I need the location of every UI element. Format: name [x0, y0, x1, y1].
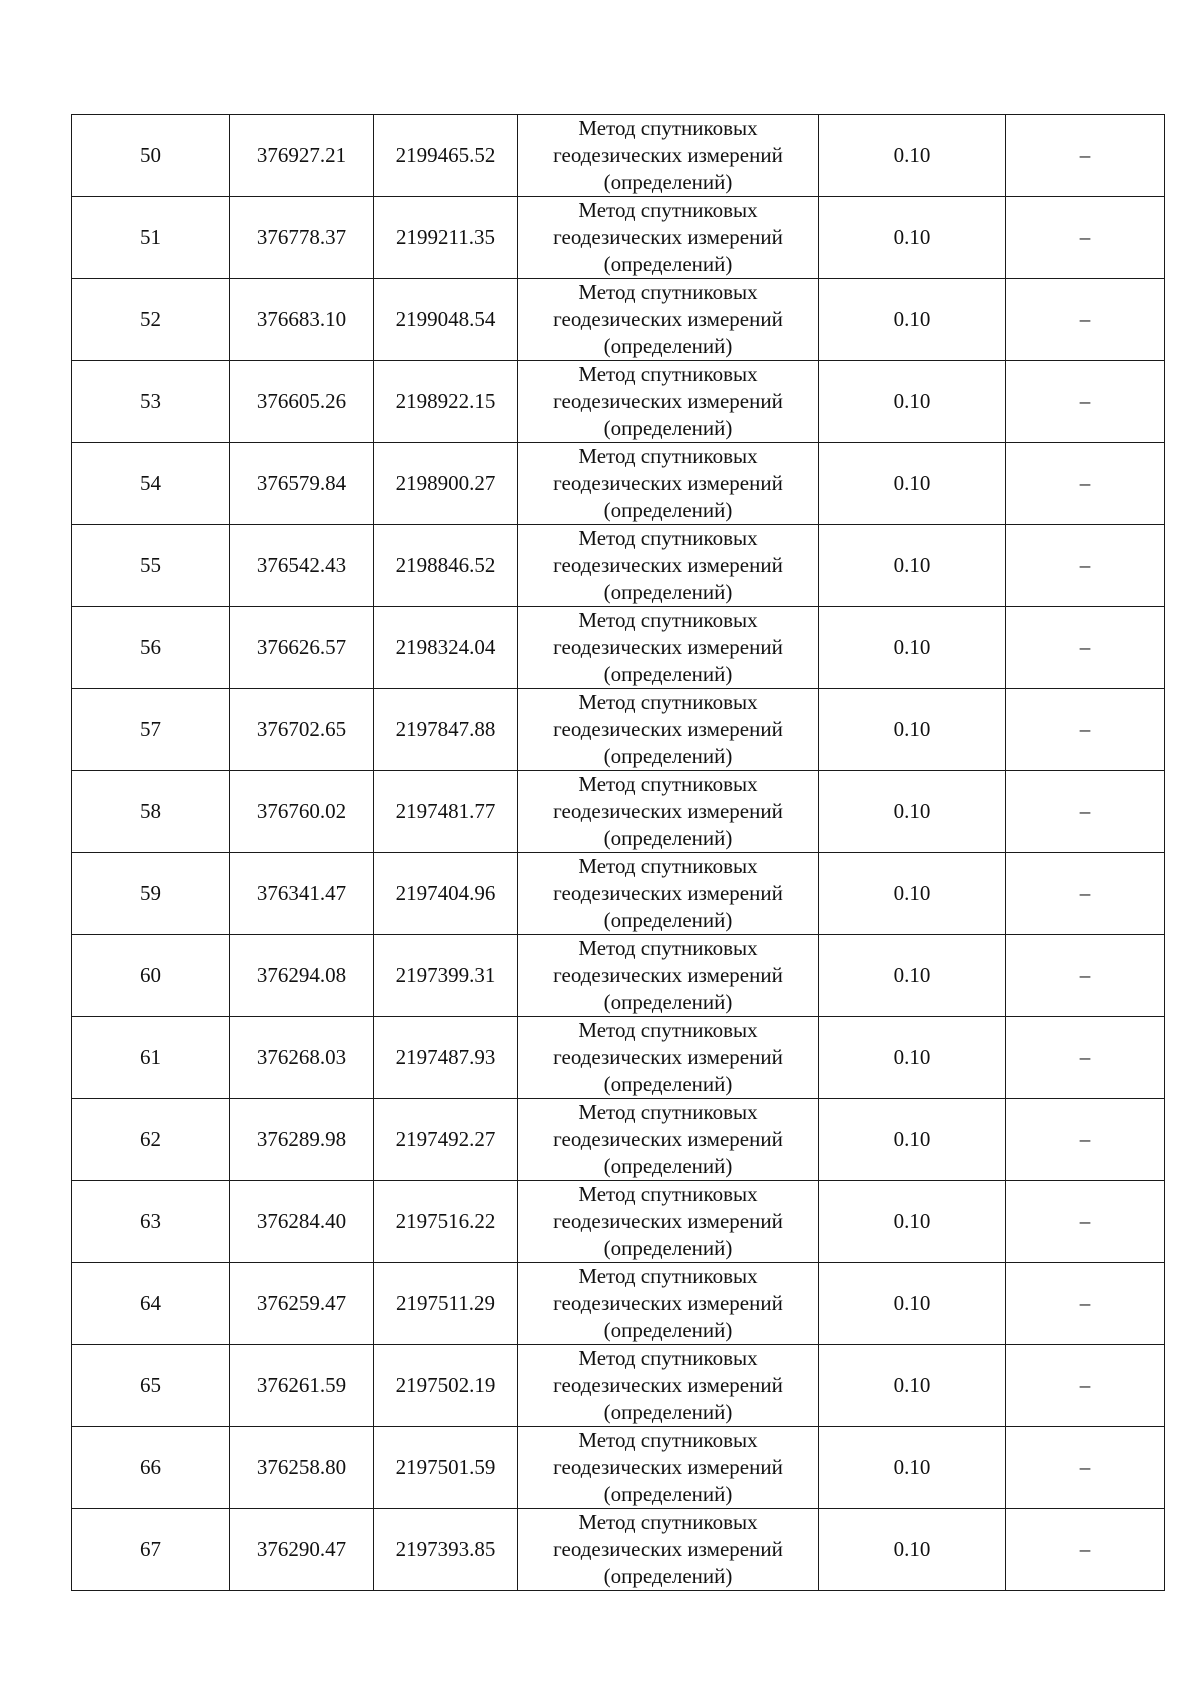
point-number-cell: 63 — [72, 1181, 230, 1263]
method-text-line: Метод спутниковых — [578, 936, 758, 960]
method-text-line: (определений) — [603, 498, 733, 522]
x-coordinate-cell: 376579.84 — [230, 443, 374, 525]
y-coordinate-cell: 2197487.93 — [374, 1017, 518, 1099]
x-coordinate-cell: 376290.47 — [230, 1509, 374, 1591]
method-text-line: (определений) — [603, 744, 733, 768]
coordinates-table — [71, 114, 1165, 1591]
point-number-cell: 64 — [72, 1263, 230, 1345]
y-coordinate-cell: 2198846.52 — [374, 525, 518, 607]
x-coordinate-cell: 376284.40 — [230, 1181, 374, 1263]
method-text-line: Метод спутниковых — [578, 1182, 758, 1206]
y-coordinate-cell: 2197399.31 — [374, 935, 518, 1017]
x-coordinate-cell: 376268.03 — [230, 1017, 374, 1099]
method-text-line: Метод спутниковых — [578, 690, 758, 714]
method-text-line: (определений) — [603, 662, 733, 686]
method-text-line: геодезических измерений — [553, 799, 783, 823]
method-text-line: (определений) — [603, 990, 733, 1014]
table-row — [72, 1427, 1165, 1509]
method-cell — [518, 607, 819, 689]
point-number-cell: 56 — [72, 607, 230, 689]
table-row — [72, 1099, 1165, 1181]
note-cell: – — [1006, 197, 1165, 279]
point-number-cell: 53 — [72, 361, 230, 443]
point-number-cell: 65 — [72, 1345, 230, 1427]
x-coordinate-cell: 376702.65 — [230, 689, 374, 771]
table-row — [72, 607, 1165, 689]
accuracy-cell: 0.10 — [819, 525, 1006, 607]
point-number-cell: 50 — [72, 115, 230, 197]
method-text-line: (определений) — [603, 1318, 733, 1342]
x-coordinate-cell: 376341.47 — [230, 853, 374, 935]
note-cell: – — [1006, 279, 1165, 361]
method-text-line: Метод спутниковых — [578, 526, 758, 550]
table-row — [72, 1181, 1165, 1263]
accuracy-cell: 0.10 — [819, 1017, 1006, 1099]
accuracy-cell: 0.10 — [819, 1181, 1006, 1263]
accuracy-cell: 0.10 — [819, 443, 1006, 525]
x-coordinate-cell: 376760.02 — [230, 771, 374, 853]
point-number-cell: 57 — [72, 689, 230, 771]
accuracy-cell: 0.10 — [819, 1427, 1006, 1509]
method-text-line: Метод спутниковых — [578, 280, 758, 304]
method-cell — [518, 197, 819, 279]
point-number-cell: 60 — [72, 935, 230, 1017]
accuracy-cell: 0.10 — [819, 1509, 1006, 1591]
y-coordinate-cell: 2197511.29 — [374, 1263, 518, 1345]
accuracy-cell: 0.10 — [819, 853, 1006, 935]
method-text-line: (определений) — [603, 252, 733, 276]
note-cell: – — [1006, 525, 1165, 607]
table-row — [72, 853, 1165, 935]
method-text-line: геодезических измерений — [553, 881, 783, 905]
point-number-cell: 59 — [72, 853, 230, 935]
accuracy-cell: 0.10 — [819, 771, 1006, 853]
note-cell: – — [1006, 1181, 1165, 1263]
method-text-line: (определений) — [603, 1564, 733, 1588]
table-row — [72, 361, 1165, 443]
method-text-line: (определений) — [603, 334, 733, 358]
method-cell — [518, 1509, 819, 1591]
method-text-line: геодезических измерений — [553, 225, 783, 249]
method-cell — [518, 1181, 819, 1263]
y-coordinate-cell: 2199465.52 — [374, 115, 518, 197]
method-text-line: (определений) — [603, 416, 733, 440]
method-cell — [518, 443, 819, 525]
method-text-line: геодезических измерений — [553, 717, 783, 741]
note-cell: – — [1006, 1263, 1165, 1345]
accuracy-cell: 0.10 — [819, 361, 1006, 443]
note-cell: – — [1006, 1017, 1165, 1099]
point-number-cell: 62 — [72, 1099, 230, 1181]
x-coordinate-cell: 376289.98 — [230, 1099, 374, 1181]
method-text-line: (определений) — [603, 1072, 733, 1096]
note-cell: – — [1006, 689, 1165, 771]
method-text-line: геодезических измерений — [553, 307, 783, 331]
note-cell: – — [1006, 771, 1165, 853]
accuracy-cell: 0.10 — [819, 607, 1006, 689]
table-row — [72, 689, 1165, 771]
y-coordinate-cell: 2197847.88 — [374, 689, 518, 771]
point-number-cell: 58 — [72, 771, 230, 853]
table-row — [72, 279, 1165, 361]
method-text-line: геодезических измерений — [553, 143, 783, 167]
method-cell — [518, 1427, 819, 1509]
method-text-line: геодезических измерений — [553, 1537, 783, 1561]
accuracy-cell: 0.10 — [819, 1263, 1006, 1345]
method-text-line: геодезических измерений — [553, 389, 783, 413]
note-cell: – — [1006, 1509, 1165, 1591]
table-row — [72, 1263, 1165, 1345]
y-coordinate-cell: 2198900.27 — [374, 443, 518, 525]
method-cell — [518, 1263, 819, 1345]
y-coordinate-cell: 2198324.04 — [374, 607, 518, 689]
accuracy-cell: 0.10 — [819, 1345, 1006, 1427]
x-coordinate-cell: 376778.37 — [230, 197, 374, 279]
method-text-line: (определений) — [603, 908, 733, 932]
method-cell — [518, 279, 819, 361]
method-text-line: Метод спутниковых — [578, 1264, 758, 1288]
method-cell — [518, 525, 819, 607]
point-number-cell: 67 — [72, 1509, 230, 1591]
method-text-line: Метод спутниковых — [578, 772, 758, 796]
point-number-cell: 51 — [72, 197, 230, 279]
method-text-line: геодезических измерений — [553, 1127, 783, 1151]
accuracy-cell: 0.10 — [819, 935, 1006, 1017]
coordinates-table-body — [72, 115, 1165, 1591]
method-text-line: Метод спутниковых — [578, 198, 758, 222]
method-text-line: Метод спутниковых — [578, 608, 758, 632]
method-text-line: (определений) — [603, 1236, 733, 1260]
method-cell — [518, 1345, 819, 1427]
x-coordinate-cell: 376683.10 — [230, 279, 374, 361]
note-cell: – — [1006, 361, 1165, 443]
point-number-cell: 52 — [72, 279, 230, 361]
method-cell — [518, 361, 819, 443]
table-row — [72, 1345, 1165, 1427]
method-text-line: геодезических измерений — [553, 1291, 783, 1315]
method-text-line: геодезических измерений — [553, 1373, 783, 1397]
method-text-line: (определений) — [603, 826, 733, 850]
point-number-cell: 55 — [72, 525, 230, 607]
method-text-line: (определений) — [603, 1482, 733, 1506]
table-row — [72, 197, 1165, 279]
method-text-line: Метод спутниковых — [578, 362, 758, 386]
note-cell: – — [1006, 115, 1165, 197]
y-coordinate-cell: 2197501.59 — [374, 1427, 518, 1509]
note-cell: – — [1006, 1427, 1165, 1509]
method-cell — [518, 1099, 819, 1181]
method-text-line: геодезических измерений — [553, 635, 783, 659]
x-coordinate-cell: 376626.57 — [230, 607, 374, 689]
y-coordinate-cell: 2199048.54 — [374, 279, 518, 361]
accuracy-cell: 0.10 — [819, 1099, 1006, 1181]
method-text-line: геодезических измерений — [553, 471, 783, 495]
method-text-line: Метод спутниковых — [578, 854, 758, 878]
x-coordinate-cell: 376542.43 — [230, 525, 374, 607]
x-coordinate-cell: 376258.80 — [230, 1427, 374, 1509]
table-row — [72, 525, 1165, 607]
method-text-line: Метод спутниковых — [578, 1100, 758, 1124]
x-coordinate-cell: 376605.26 — [230, 361, 374, 443]
y-coordinate-cell: 2199211.35 — [374, 197, 518, 279]
method-text-line: Метод спутниковых — [578, 116, 758, 140]
accuracy-cell: 0.10 — [819, 197, 1006, 279]
x-coordinate-cell: 376259.47 — [230, 1263, 374, 1345]
table-row — [72, 935, 1165, 1017]
point-number-cell: 61 — [72, 1017, 230, 1099]
y-coordinate-cell: 2197481.77 — [374, 771, 518, 853]
note-cell: – — [1006, 443, 1165, 525]
x-coordinate-cell: 376261.59 — [230, 1345, 374, 1427]
accuracy-cell: 0.10 — [819, 689, 1006, 771]
method-text-line: Метод спутниковых — [578, 1018, 758, 1042]
y-coordinate-cell: 2197393.85 — [374, 1509, 518, 1591]
x-coordinate-cell: 376294.08 — [230, 935, 374, 1017]
method-text-line: (определений) — [603, 1400, 733, 1424]
note-cell: – — [1006, 1345, 1165, 1427]
y-coordinate-cell: 2197516.22 — [374, 1181, 518, 1263]
method-text-line: Метод спутниковых — [578, 444, 758, 468]
note-cell: – — [1006, 1099, 1165, 1181]
method-cell — [518, 853, 819, 935]
method-text-line: Метод спутниковых — [578, 1428, 758, 1452]
method-text-line: геодезических измерений — [553, 1455, 783, 1479]
table-row — [72, 771, 1165, 853]
table-row — [72, 1017, 1165, 1099]
table-row — [72, 1509, 1165, 1591]
point-number-cell: 54 — [72, 443, 230, 525]
x-coordinate-cell: 376927.21 — [230, 115, 374, 197]
note-cell: – — [1006, 853, 1165, 935]
method-text-line: геодезических измерений — [553, 963, 783, 987]
note-cell: – — [1006, 607, 1165, 689]
method-text-line: Метод спутниковых — [578, 1346, 758, 1370]
method-text-line: геодезических измерений — [553, 1045, 783, 1069]
note-cell: – — [1006, 935, 1165, 1017]
y-coordinate-cell: 2197404.96 — [374, 853, 518, 935]
method-text-line: (определений) — [603, 1154, 733, 1178]
method-cell — [518, 689, 819, 771]
y-coordinate-cell: 2197502.19 — [374, 1345, 518, 1427]
table-row — [72, 115, 1165, 197]
method-text-line: (определений) — [603, 170, 733, 194]
method-text-line: геодезических измерений — [553, 553, 783, 577]
method-cell — [518, 771, 819, 853]
method-cell — [518, 935, 819, 1017]
point-number-cell: 66 — [72, 1427, 230, 1509]
table-row — [72, 443, 1165, 525]
method-text-line: геодезических измерений — [553, 1209, 783, 1233]
y-coordinate-cell: 2197492.27 — [374, 1099, 518, 1181]
method-cell — [518, 115, 819, 197]
accuracy-cell: 0.10 — [819, 115, 1006, 197]
method-cell — [518, 1017, 819, 1099]
method-text-line: Метод спутниковых — [578, 1510, 758, 1534]
method-text-line: (определений) — [603, 580, 733, 604]
accuracy-cell: 0.10 — [819, 279, 1006, 361]
y-coordinate-cell: 2198922.15 — [374, 361, 518, 443]
